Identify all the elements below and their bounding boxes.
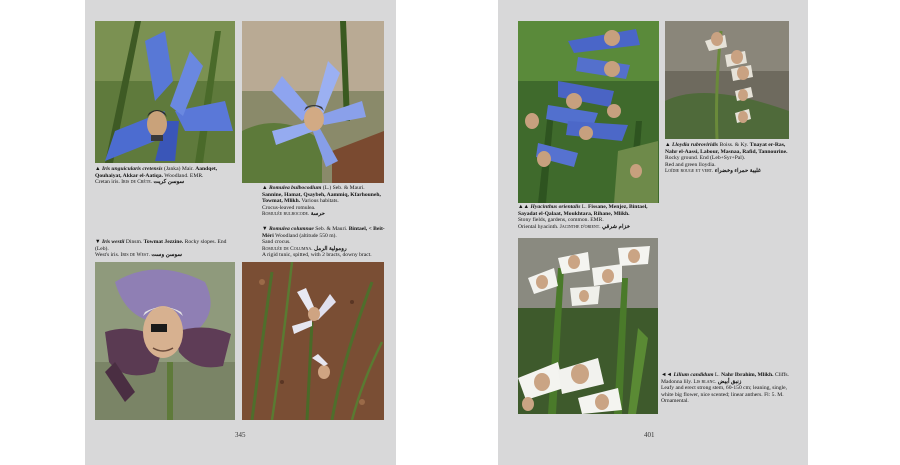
photo-hyacinthus	[518, 21, 659, 203]
photo-lilium	[518, 238, 658, 414]
caption-romulea-columnae: ▼ Romulea columnae Seb. & Mauri. Bintael, < Beit-Méri Woodland (altitude 550 m). Sand crocus. Romulée de Columna. رومولية الرمل A rigid tunic, spitted, with 2 bracts, downy bract.	[262, 226, 385, 258]
page-number: 401	[644, 431, 655, 439]
caption-iris-westii: ▼ Iris westii Dinsm. Towmat Jezzine. Rocky slopes. End (Leb). West's iris. Iris de West. سوسن وست	[95, 239, 227, 258]
photo-iris-unguicularis	[95, 21, 235, 163]
caption-hyacinthus: ▲▲ Hyacinthus orientalis L. Fissane, Menjez, Bintael, Sayadat el-Qalaat, Moukhtara, Rihane, Mlikh. Stony fields, gardens, common. EMR. Oriental hyacinth. Jacinthe d'orient. خزام شرقي	[518, 204, 648, 230]
photo-lloydia	[665, 21, 789, 139]
photo-romulea-columnae	[242, 262, 384, 420]
photo-iris-westii	[95, 262, 235, 420]
left-page	[85, 0, 396, 465]
right-page	[498, 0, 808, 465]
caption-romulea-bulbocodium: ▲ Romulea bulbocodium (L.) Seb. & Mauri. Sannine, Hamat, Qsaybeh, Aammiq, Kfarhouneh, Towmat, Mlikh. Various habitats. Crocus-leaved romulea. Romulée bulbocode. حرسة	[262, 185, 381, 217]
caption-iris-unguicularis: ▲ Iris unguicularis cretensis (Janka) Mair. Aandqet, Qouhaiyat, Akkar el-Aatiqa. Woodland. EMR. Cretan iris. Iris de Crète. سوسن كريت	[95, 166, 218, 185]
caption-lloydia: ▲ Lloydia rubroviridis Boiss. & Ky. Tnayat er-Ras, Nahr el-Aassi, Labour, Masnaa, Rafid, Tannourine. Rocky ground. End (Leb+Syr+Pal). Red and green lloydia. Loïdie rouge et vert. غليبة حمراء وخضراء	[665, 142, 788, 174]
page-number: 345	[235, 431, 246, 439]
caption-lilium: ◄◄ Lilium candidum L. Nahr Ibrahim, Mlikh. Cliffs. Madonna lily. Lis blanc. زنبق أبيض Leafy and erect strong stem, 60-150 cm; leaning, single, white big flower, nice scented; linear anthers. Fl: 5. M. Ornamental.	[661, 372, 789, 404]
photo-romulea-bulbocodium	[242, 21, 384, 183]
